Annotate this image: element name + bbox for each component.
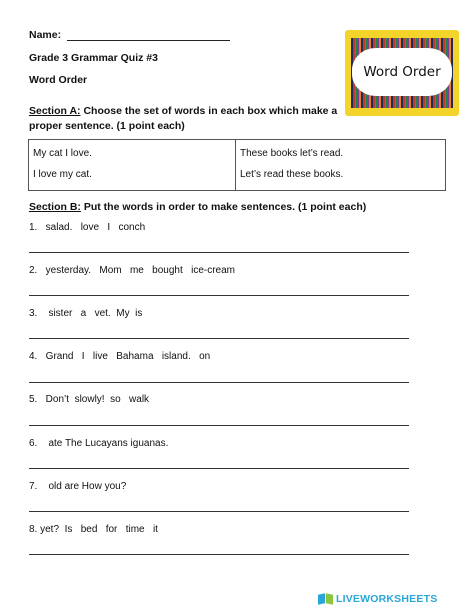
choice-option[interactable]: I love my cat. — [33, 169, 92, 180]
question-1: 1. salad. love I conch — [29, 222, 146, 233]
section-a-instruction: Choose the set of words in each box which make a proper sentence. (1 point each) — [29, 105, 338, 132]
question-5: 5. Don’t slowly! so walk — [29, 394, 150, 405]
answer-line-6[interactable] — [29, 468, 409, 469]
section-b-label: Section B: — [29, 201, 81, 213]
question-4: 4. Grand I live Bahama island. on — [29, 351, 211, 362]
name-field — [29, 29, 230, 41]
answer-line-8[interactable] — [29, 554, 409, 555]
quiz-subtitle: Word Order — [29, 74, 88, 86]
badge-cloud — [354, 50, 450, 94]
liveworksheets-logo — [318, 592, 437, 606]
question-6: 6. ate The Lucayans iguanas. — [29, 438, 169, 449]
answer-line-5[interactable] — [29, 425, 409, 426]
section-a-heading — [29, 104, 339, 134]
section-a-label: Section A: — [29, 105, 81, 117]
choice-box-1 — [29, 140, 236, 191]
answer-line-2[interactable] — [29, 295, 409, 296]
section-a-choice-table — [28, 139, 446, 191]
answer-line-7[interactable] — [29, 511, 409, 512]
question-7: 7. old are How you? — [29, 481, 127, 492]
question-8: 8. yet? Is bed for time it — [29, 524, 158, 535]
answer-line-4[interactable] — [29, 382, 409, 383]
name-line[interactable] — [67, 30, 230, 41]
quiz-title: Grade 3 Grammar Quiz #3 — [29, 52, 158, 64]
question-3: 3. sister a vet. My is — [29, 308, 143, 319]
answer-line-1[interactable] — [29, 252, 409, 253]
choice-box-2 — [236, 140, 446, 191]
liveworksheets-icon — [318, 592, 334, 606]
name-label: Name: — [29, 29, 62, 41]
section-b-instruction: Put the words in order to make sentences. (1 point each) — [80, 201, 367, 213]
choice-option[interactable]: My cat I love. — [33, 148, 92, 159]
question-2: 2. yesterday. Mom me bought ice-cream — [29, 265, 236, 276]
answer-line-3[interactable] — [29, 338, 409, 339]
word-order-badge — [345, 30, 459, 116]
choice-option[interactable]: These books let’s read. — [240, 148, 344, 159]
section-b-heading — [29, 201, 366, 213]
badge-text: Word Order — [363, 64, 441, 80]
brand-worksheets: WORKSHEETS — [360, 593, 438, 605]
choice-option[interactable]: Let’s read these books. — [240, 169, 344, 180]
brand-live: LIVE — [336, 593, 361, 605]
